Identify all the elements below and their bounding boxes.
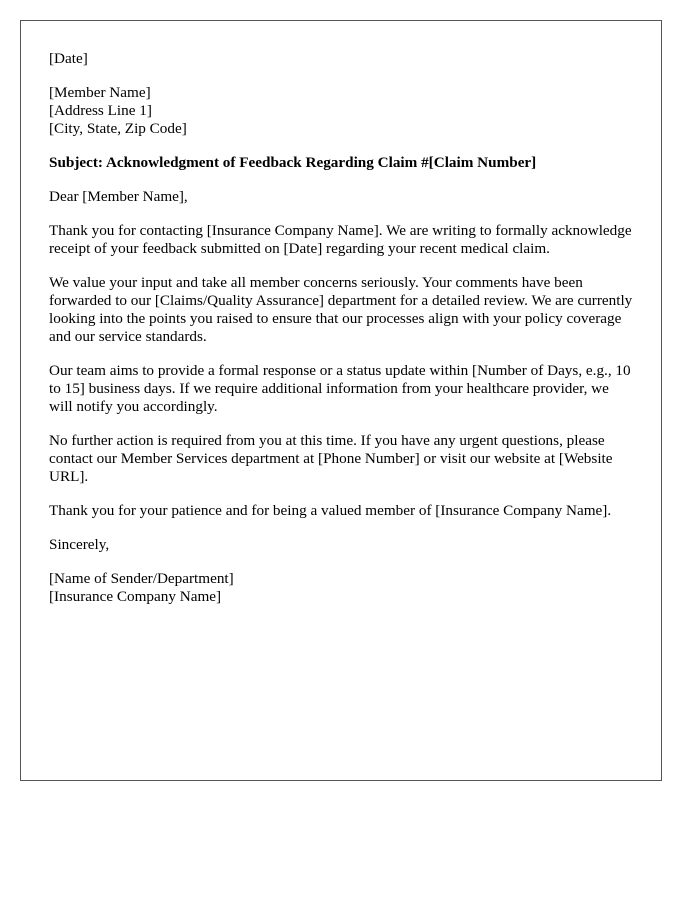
recipient-name: [Member Name] — [49, 84, 151, 101]
letter-page — [20, 20, 662, 781]
body-paragraph-5: Thank you for your patience and for being a valued member of [Insurance Company Name]. — [49, 502, 612, 519]
signature-block — [49, 570, 633, 606]
letter-date: [Date] — [49, 50, 88, 67]
signature-company: [Insurance Company Name] — [49, 588, 222, 605]
recipient-address-line-1: [Address Line 1] — [49, 102, 152, 119]
signature-sender: [Name of Sender/Department] — [49, 570, 234, 587]
body-paragraph-1: Thank you for contacting [Insurance Company Name]. We are writing to formally acknowledge receipt of your feedback submitted on [Date] regarding your recent medical claim. — [49, 222, 632, 257]
recipient-address-block — [49, 84, 633, 138]
body-paragraph-3: Our team aims to provide a formal response or a status update within [Number of Days, e.g., 10 to 15] business days. If we require additional information from your healthcare provider, we will notify you accordingly. — [49, 362, 631, 415]
recipient-city-state-zip: [City, State, Zip Code] — [49, 120, 187, 137]
body-paragraph-4: No further action is required from you at this time. If you have any urgent questions, please contact our Member Services department at [Phone Number] or visit our website at [Website URL]. — [49, 432, 613, 485]
letter-salutation: Dear [Member Name], — [49, 188, 188, 205]
letter-subject: Subject: Acknowledgment of Feedback Regarding Claim #[Claim Number] — [49, 154, 537, 171]
body-paragraph-2: We value your input and take all member concerns seriously. Your comments have been forwarded to our [Claims/Quality Assurance] department for a detailed review. We are currently looking into the points you raised to ensure that our processes align with your policy coverage and our service standards. — [49, 274, 633, 345]
letter-closing: Sincerely, — [49, 536, 110, 553]
